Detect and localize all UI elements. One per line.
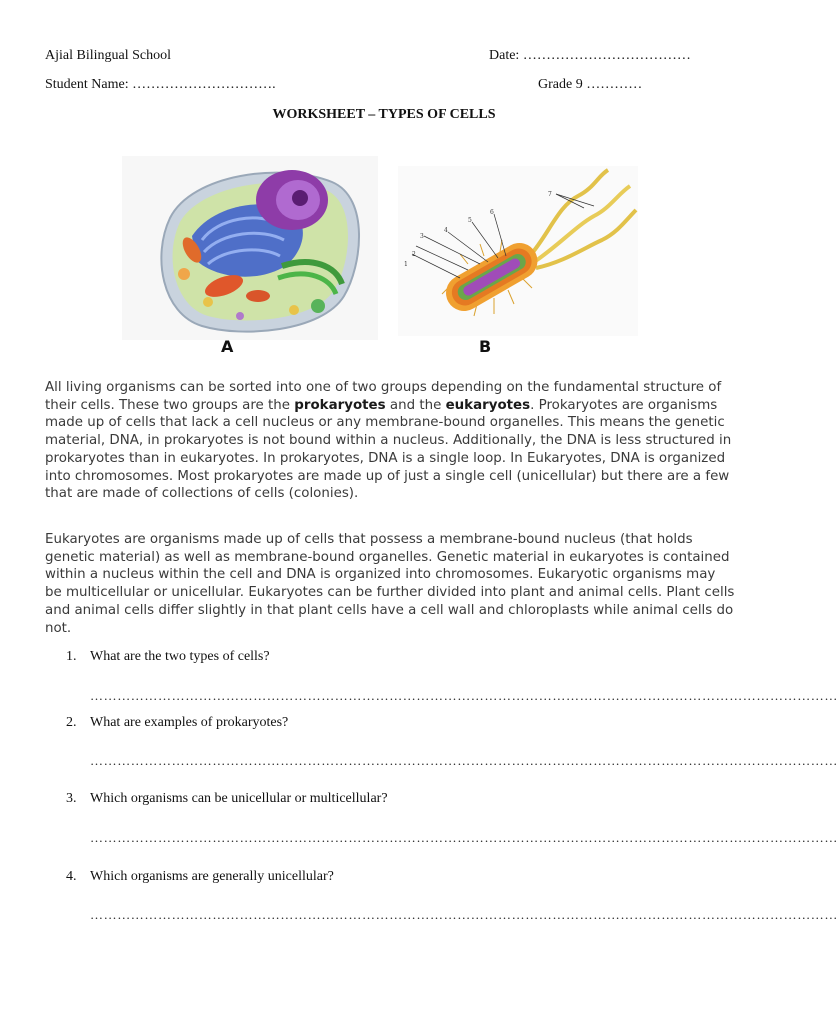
- eukaryotes-paragraph: Eukaryotes are organisms made up of cells that possess a membrane-bound nucleus (that holds genetic material) as well as membrane-bound organelles. Genetic material in eukaryotes is contained within a nucleus within the cell and DNA is organized into chromosomes. Eukaryotic organisms may be multicellular or unicellular. Eukaryotes can be further divided into plant and animal cells. Plant cells and animal cells differ slightly in that plant cells have a cell wall and chloroplasts while animal cells do not.: [45, 532, 735, 636]
- question-number: 4.: [66, 869, 77, 884]
- answer-line[interactable]: …………………………………………………………………………………………………………………………………………………: [90, 688, 838, 703]
- question-number: 1.: [66, 649, 77, 664]
- animal-cell-image: [122, 156, 378, 340]
- question-number: 3.: [66, 791, 77, 806]
- question-text: Which organisms can be unicellular or multicellular?: [90, 791, 388, 806]
- answer-line[interactable]: …………………………………………………………………………………………………………………………………………………: [90, 753, 838, 768]
- callout-7: 7: [548, 191, 552, 198]
- term-eukaryotes: eukaryotes: [445, 397, 531, 413]
- student-name-field[interactable]: Student Name: ………………………….: [45, 77, 276, 92]
- bacterium-image: [398, 166, 638, 336]
- figure-a-label: A: [221, 337, 234, 356]
- callout-6: 6: [490, 209, 494, 216]
- callout-1: 1: [404, 261, 408, 268]
- intro-paragraph: All living organisms can be sorted into one of two groups depending on the fundamental structure of their cells. These two groups are the prokaryotes and the eukaryotes. Prokaryotes are organisms made up of cells that lack a cell nucleus or any membrane-bound organelles. This means the genetic material, DNA, in prokaryotes is not bound within a nucleus. Additionally, the DNA is less structured in prokaryotes than in eukaryotes. In prokaryotes, DNA is a single loop. In Eukaryotes, DNA is organized into chromosomes. Most prokaryotes are made up of just a single cell (unicellular) but there are a few that are made of collections of cells (colonies).: [45, 380, 732, 502]
- callout-4: 4: [444, 227, 448, 234]
- callout-5: 5: [468, 217, 472, 224]
- question-text: What are examples of prokaryotes?: [90, 715, 289, 730]
- term-prokaryotes: prokaryotes: [294, 397, 386, 413]
- callout-3: 3: [420, 233, 424, 240]
- figure-b-label: B: [479, 337, 492, 356]
- worksheet-title: WORKSHEET – TYPES OF CELLS: [272, 107, 496, 122]
- question-text: Which organisms are generally unicellular?: [90, 869, 334, 884]
- answer-line[interactable]: …………………………………………………………………………………………………………………………………………………: [90, 907, 838, 922]
- grade-field[interactable]: Grade 9 …………: [538, 77, 643, 92]
- date-field[interactable]: Date: ………………………………: [489, 48, 691, 63]
- question-text: What are the two types of cells?: [90, 649, 270, 664]
- callout-2: 2: [412, 251, 416, 258]
- school-name: Ajial Bilingual School: [45, 48, 171, 63]
- question-number: 2.: [66, 715, 77, 730]
- answer-line[interactable]: …………………………………………………………………………………………………………………………………………………: [90, 830, 838, 845]
